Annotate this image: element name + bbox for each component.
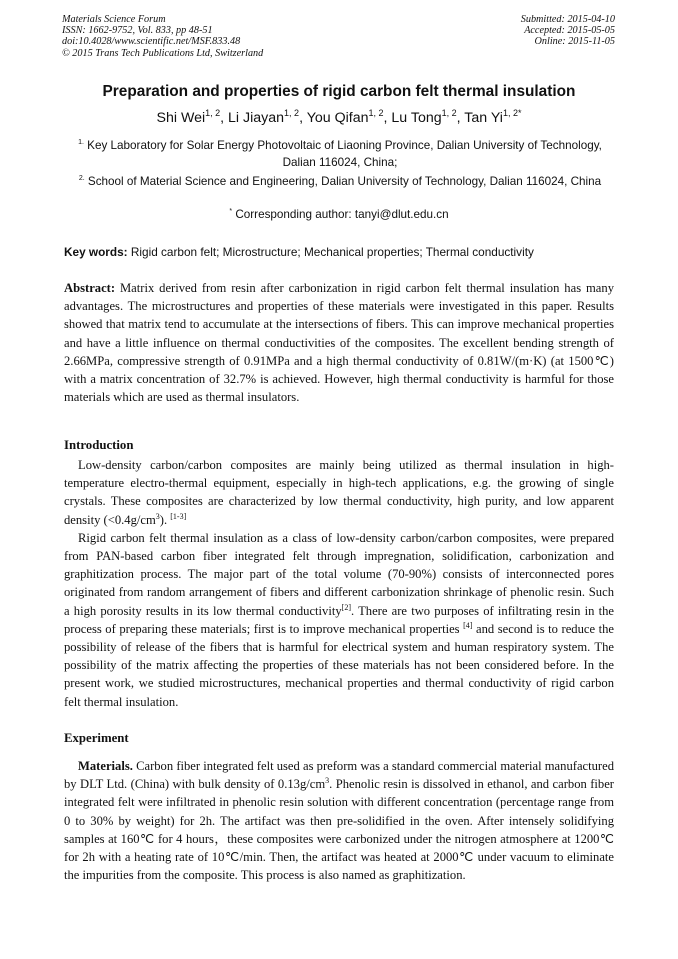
issn: ISSN: 1662-9752, Vol. 833, pp 48-51: [62, 25, 213, 37]
corresponding-text: Corresponding author: tanyi@dlut.edu.cn: [232, 208, 449, 221]
corresponding-mark: *: [229, 208, 233, 215]
affiliation-text: School of Material Science and Engineering, Dalian University of Technology, Dalian 116024, China: [84, 175, 602, 188]
corresponding-author: [0, 208, 678, 221]
author-affiliation-mark: 1, 2: [368, 108, 384, 118]
experiment-section: [64, 757, 614, 884]
author-name: Shi Wei: [156, 110, 206, 126]
author-separator: ,: [299, 110, 307, 126]
abstract-text: Matrix derived from resin after carbonization in rigid carbon felt thermal insulation has many advantages. The microstructures and properties of these materials were investigated in this paper. Results showed that matrix tend to accumulate at the intersections of fibers. This can improve mechanical properties and have a little influence on thermal conductivities of the composites. The excellent bending strength of 2.66MPa, compressive strength of 0.91MPa and a high thermal conductivity of 0.81W/(m·K) (at 1500℃) with a matrix concentration of 32.7% is achieved. However, high thermal conductivity is harmful for those materials which are used as thermal insulators.: [64, 281, 614, 405]
paragraph-text: ).: [159, 512, 171, 527]
author-name: Tan Yi: [464, 110, 503, 126]
affiliation-text: Key Laboratory for Solar Energy Photovoltaic of Liaoning Province, Dalian University of Technology, Dalian 116024, China;: [83, 139, 602, 169]
author-name: Lu Tong: [391, 110, 442, 126]
author-affiliation-mark: 1, 2: [205, 108, 221, 118]
affiliation-mark: 2.: [78, 175, 85, 182]
paragraph-text: . There are two purposes of infiltrating resin in the process of preparing these materials; first is to improve mechanical properties: [64, 603, 615, 636]
paragraph-text: Rigid carbon felt thermal insulation as a class of low-density carbon/carbon composites, were prepared from PAN-based carbon fiber integrated felt through impregnation, solidification, carbonization and graphitization process. The major part of the total volume (70-90%) consists of interconnected pores originated from random arrangement of fibers and different carbonization shrinkage of phenolic resin. Such a high porosity results in its low thermal conductivity: [64, 530, 614, 618]
affiliation-2: [70, 173, 610, 190]
citation: [1-3]: [170, 511, 187, 521]
author-affiliation-mark: 1, 2: [284, 108, 300, 118]
doi: doi:10.4028/www.scientific.net/MSF.833.48: [62, 36, 241, 48]
copyright: © 2015 Trans Tech Publications Ltd, Switzerland: [62, 47, 264, 59]
citation: [2]: [341, 602, 351, 612]
author-affiliation-mark: 1, 2*: [502, 108, 522, 118]
paper-title: Preparation and properties of rigid carbon felt thermal insulation: [102, 83, 576, 100]
introduction-paragraph-1: [64, 456, 614, 529]
paragraph-text: . Phenolic resin is dissolved in ethanol, and carbon fiber integrated felt were infiltrated in phenolic resin solution with different concentration (percentage range from 0 to 30% by weight) for 2h. The artifact was then pre-solidified in the oven. After intensely solidifying samples at 160℃ for 4 hours，these composites were carbonized under the nitrogen atmosphere at 1200℃ for 2h with a heating rate of 10℃/min. Then, the artifact was heated at 2000℃ under vacuum to eliminate the impurities from the composite. This process is also named as graphitization.: [64, 777, 614, 883]
experiment-heading: Experiment: [64, 731, 129, 745]
introduction-section: [64, 456, 614, 711]
paragraph-text: Low-density carbon/carbon composites are mainly being utilized as thermal insulation in high-temperature electro-thermal equipment, especially in high-tech applications, e.g. the growing of single crystals. These composites are characterized by low thermal conductivity, high purity, and low apparent density (<0.4g/cm: [64, 458, 614, 527]
journal-info: [62, 14, 263, 59]
publication-dates: [521, 14, 615, 48]
author-separator: ,: [383, 110, 392, 126]
author-separator: ,: [456, 110, 465, 126]
paragraph-text: Carbon fiber integrated felt used as preform was a standard commercial material manufactured by DLT Ltd. (China) with bulk density of 0.13g/cm: [64, 759, 614, 792]
accepted-date: Accepted: 2015-05-05: [524, 25, 615, 37]
author-separator: ,: [220, 110, 229, 126]
introduction-heading: Introduction: [64, 438, 134, 452]
author-name: Li Jiayan: [228, 110, 285, 126]
superscript: 3: [155, 511, 160, 521]
keywords-text: Rigid carbon felt; Microstructure; Mechanical properties; Thermal conductivity: [127, 245, 534, 259]
submitted-date: Submitted: 2015-04-10: [520, 14, 615, 25]
affiliation-1: [70, 137, 610, 171]
citation: [4]: [463, 620, 473, 630]
online-date: Online: 2015-11-05: [534, 36, 615, 48]
abstract-label: Abstract:: [64, 281, 116, 295]
superscript: 3: [325, 776, 330, 786]
abstract-paragraph: [64, 279, 614, 406]
journal-name: Materials Science Forum: [62, 14, 166, 25]
paragraph-text: and second is to reduce the possibility of release of the fibers that is harmful for electrical system and human respiratory system. The possibility of the matrix affecting the properties of these materials has not been considered before. In the present work, we studied microstructures, mechanical properties and thermal conductivity of rigid carbon felt thermal insulation.: [64, 621, 615, 709]
author-list: [0, 110, 678, 126]
abstract-section: [64, 279, 614, 406]
keywords: [64, 245, 534, 259]
affiliation-mark: 1.: [78, 139, 84, 146]
experiment-paragraph-1: [64, 757, 614, 884]
author-name: You Qifan: [306, 110, 369, 126]
author-affiliation-mark: 1, 2: [441, 108, 457, 118]
introduction-paragraph-2: [64, 529, 614, 711]
keywords-label: Key words:: [64, 245, 128, 259]
materials-label: Materials.: [78, 759, 133, 773]
